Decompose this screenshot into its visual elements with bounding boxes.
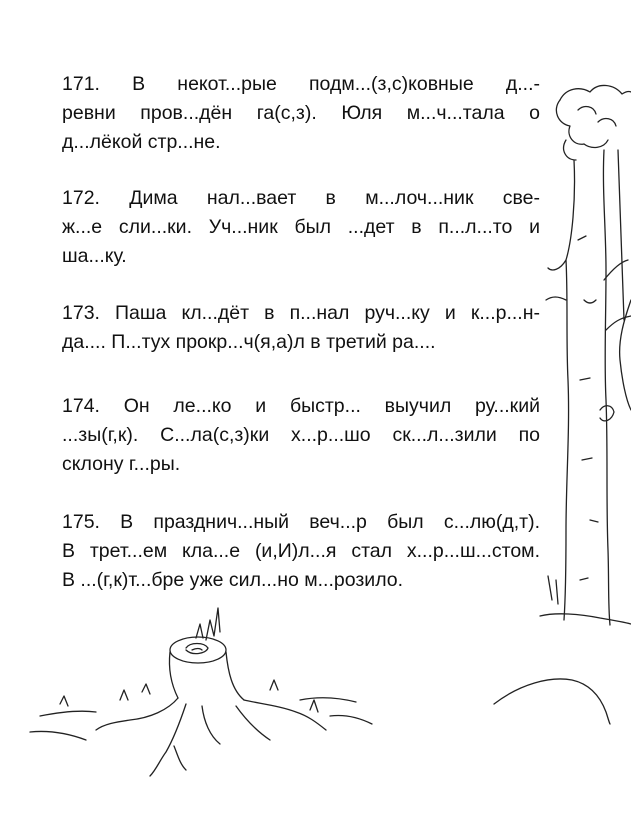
birch-tree-drawing [540, 85, 631, 625]
tree-stump-drawing [30, 608, 372, 776]
exercise-line: 174. Он ле...ко и быстр... выучил ру...кий [62, 395, 540, 417]
exercise-line: да.... П...тух прокр...ч(я,а)л в третий ра.... [62, 331, 436, 353]
exercise-line: 173. Паша кл...дёт в п...нал руч...ку и к...р...н- [62, 302, 540, 324]
exercise-line: 171. В некот...рые подм...(з,с)ковные д...- [62, 73, 540, 95]
exercise-172 [62, 184, 540, 271]
exercise-171 [62, 70, 540, 157]
exercise-line: ша...ку. [62, 245, 127, 267]
exercise-line: ревни пров...дён га(с,з). Юля м...ч...тала о [62, 102, 540, 124]
exercise-line: 172. Дима нал...вает в м...лоч...ник све- [62, 187, 540, 209]
exercise-line: д...лёкой стр...не. [62, 131, 221, 153]
exercise-line: В трет...ем кла...е (и,И)л...я стал х...р...ш...стом. [62, 540, 540, 562]
exercise-175 [62, 508, 540, 595]
exercise-line: ж...е сли...ки. Уч...ник был ...дет в п...л...то и [62, 216, 540, 238]
hill-outline-drawing [494, 679, 610, 724]
exercise-line: склону г...ры. [62, 453, 181, 475]
exercise-174 [62, 392, 540, 479]
exercise-line: 175. В празднич...ный веч...р был с...лю(д,т). [62, 511, 540, 533]
exercise-line: В ...(г,к)т...бре уже сил...но м...розило. [62, 569, 404, 591]
exercise-173 [62, 299, 540, 357]
exercise-line: ...зы(г,к). С...ла(с,з)ки х...р...шо ск...л...зили по [62, 424, 540, 446]
